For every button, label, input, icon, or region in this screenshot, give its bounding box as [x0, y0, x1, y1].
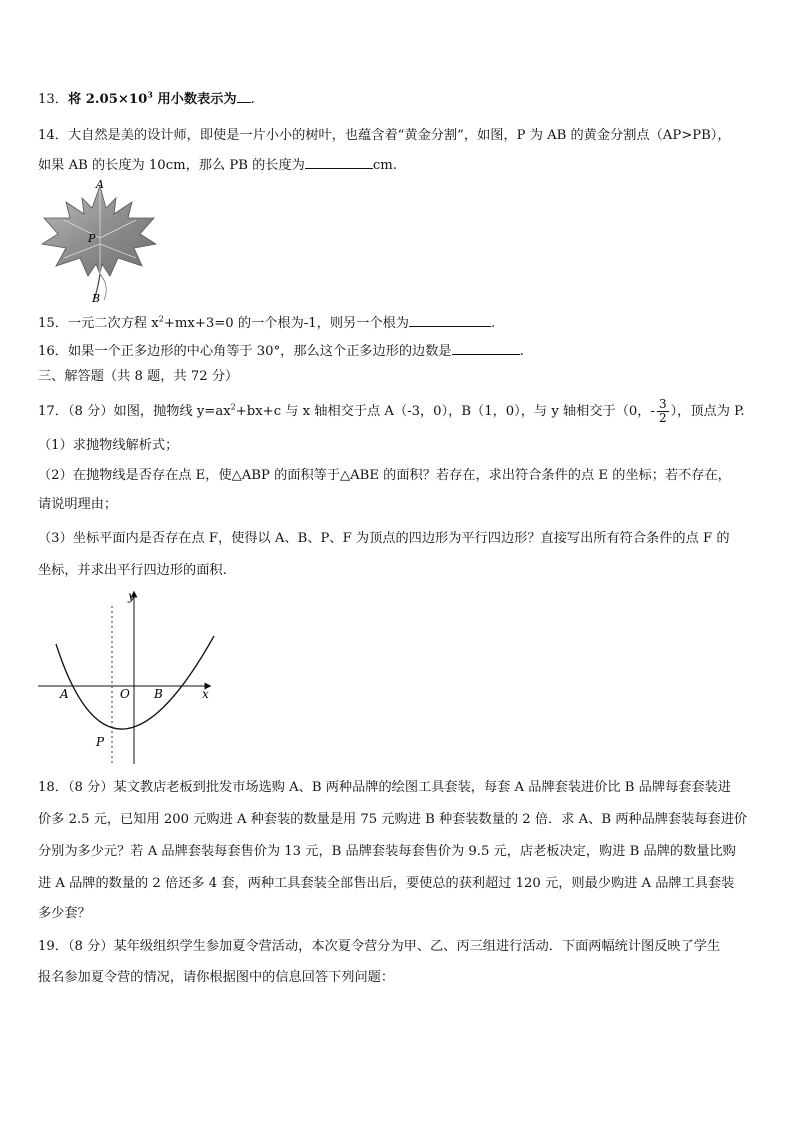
question-text: +bx+c 与 x 轴相交于点 A（-3，0），B（1，0），与 y 轴相交于（0，- [235, 404, 655, 419]
question-15 [38, 312, 756, 334]
question-text: 16．如果一个正多边形的中心角等于 30°，那么这个正多边形的边数是 [38, 344, 452, 359]
period: . [519, 344, 524, 359]
unit-text: cm. [372, 158, 397, 173]
y-axis-label: y [128, 589, 135, 603]
question-18-line-2: 价多 2.5 元，已知用 200 元购进 A 种套装的数量是用 75 元购进 B 种套装数量的 2 倍．求 A、B 两种品牌套装每套进价 [38, 812, 748, 827]
point-b-label: B [154, 687, 163, 701]
origin-label: O [120, 687, 130, 701]
maple-leaf-figure [36, 178, 164, 306]
question-text: 用小数表示为 [152, 92, 237, 107]
question-text: +mx+3=0 的一个根为-1，则另一个根为 [163, 316, 409, 331]
period: . [491, 316, 496, 331]
point-b-label: B [92, 292, 101, 305]
point-a-label: A [96, 178, 104, 191]
leaf-stem-arc [100, 274, 106, 300]
denominator: 2 [658, 411, 667, 425]
question-18-line-4: 进 A 品牌的数量的 2 倍还多 4 套，两种工具套装全部售出后，要使总的获利超过 120 元，则最少购进 A 品牌工具套装 [38, 876, 735, 891]
period: . [250, 92, 255, 107]
question-number: 13． [38, 92, 68, 107]
point-a-label: A [60, 687, 69, 701]
question-17-part-1: （1）求抛物线解析式； [38, 438, 179, 453]
x-axis-label: x [202, 687, 209, 701]
exponent: 3 [147, 89, 153, 100]
question-17-stem [38, 398, 756, 425]
question-text: 将 2.05×10 [67, 92, 148, 107]
question-17-part-2-cont: 请说明理由； [38, 497, 118, 512]
question-text: 如果 AB 的长度为 10cm，那么 PB 的长度为 [38, 158, 305, 173]
question-18-line-5: 多少套？ [38, 906, 91, 921]
question-text: 17．（8 分）如图，抛物线 y=ax [38, 404, 231, 419]
question-14-line-1: 14．大自然是美的设计师，即使是一片小小的树叶，也蕴含着“黄金分割”，如图，P 为 AB 的黄金分割点（AP>PB）， [38, 128, 731, 143]
parabola-figure [34, 586, 216, 768]
question-14-line-2 [38, 154, 756, 176]
point-p-label: P [88, 232, 96, 245]
fraction [657, 398, 669, 425]
parabola-curve [56, 636, 214, 729]
question-19-line-2: 报名参加夏令营的情况，请你根据图中的信息回答下列问题： [38, 970, 395, 985]
numerator: 3 [658, 397, 667, 411]
question-17-part-3-cont: 坐标，并求出平行四边形的面积. [38, 563, 227, 578]
question-13 [38, 88, 756, 110]
question-18-line-1: 18．（8 分）某文教店老板到批发市场选购 A、B 两种品牌的绘图工具套装，每套 A 品牌套装进价比 B 品牌每套套装进 [38, 780, 731, 795]
vertex-p-label: P [96, 735, 105, 749]
question-18-line-3: 分别为多少元？若 A 品牌套装每套售价为 13 元，B 品牌套装每套售价为 9.5 元，店老板决定，购进 B 品牌的数量比购 [38, 844, 736, 859]
question-text: ），顶点为 P. [670, 404, 745, 419]
question-text: 15．一元二次方程 x [38, 316, 159, 331]
answer-blank[interactable] [409, 312, 491, 327]
exponent: 2 [230, 402, 236, 412]
answer-blank[interactable] [237, 88, 251, 103]
leaf-shape [42, 186, 156, 276]
exponent: 2 [158, 314, 164, 324]
section-heading: 三、解答题（共 8 题，共 72 分） [38, 369, 239, 384]
question-16 [38, 340, 756, 362]
answer-blank[interactable] [305, 154, 373, 169]
question-17-part-2: （2）在抛物线是否存在点 E，使△ABP 的面积等于△ABE 的面积？若存在，求出符合条件的点 E 的坐标；若不存在， [38, 468, 731, 483]
answer-blank[interactable] [452, 340, 520, 355]
question-19-line-1: 19．（8 分）某年级组织学生参加夏令营活动，本次夏令营分为甲、乙、丙三组进行活动．下面两幅统计图反映了学生 [38, 939, 721, 954]
question-17-part-3: （3）坐标平面内是否存在点 F，使得以 A、B、P、F 为顶点的四边形为平行四边形？直接写出所有符合条件的点 F 的 [38, 531, 730, 546]
